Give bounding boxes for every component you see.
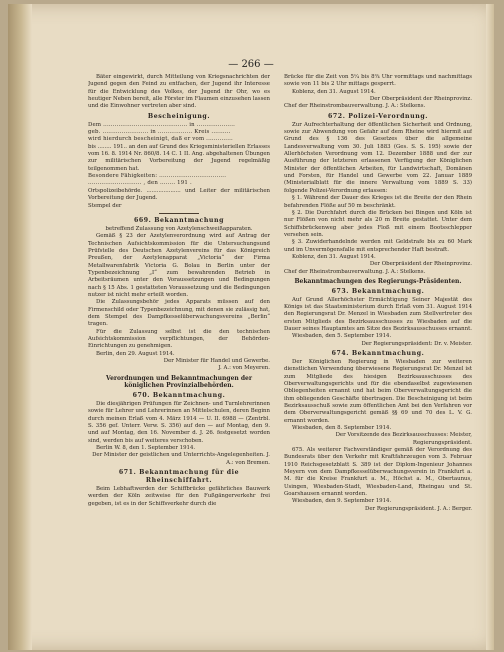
notice-heading: Bekanntmachung: [154, 216, 225, 224]
notice-signature-office: Der Minister der geistlichen und Unterrichts-Angelegenheiten. J. A.: von Bremen.: [92, 452, 270, 466]
notice-heading: Bekanntmachung.: [351, 349, 425, 357]
notice-signature-office: Der Oberpräsident der Rheinprovinz.: [369, 96, 472, 103]
notice-body: Zur Aufrechterhaltung der öffentlichen Sicherheit und Ordnung, sowie zur Abwendung von Gefahr auf dem Rheine wird hiermit auf Grund des § 136 des Gesetzes über die allgemeine Landesverwaltung vom 30. Juli 1883 (Ges. S. S. 195) sowie der Allerhöchsten Verordnung vom 12. Dezember 1888 und der zur Ausführung der letzteren erlassenen Verfügung der Königlichen Minister der öffentlichen Arbeiten, für Landwirtschaft, Domänen und Forsten, für Handel und Gewerbe vom 22. Januar 1889 (Ministerialblatt für die innere Verwaltung vom 1889 S. 33) folgende Polizei-Verordnung erlassen:: [284, 121, 472, 194]
notice-heading: Polizei-Verordnung.: [348, 112, 428, 120]
certificate-line: Stempel der: [88, 202, 122, 209]
section-heading: Verordnungen und Bekanntmachungen der königlichen Provinzialbehörden.: [105, 374, 253, 390]
page-edge: [486, 4, 494, 650]
notice-signature-chief: Chef der Rheinstrombauverwaltung. J. A.: Stelkens.: [284, 103, 426, 110]
notice-body: Der Königlichen Regierung in Wiesbaden zur weiteren dienstlichen Verwendung überwiesene Regierungsrat Dr. Menzel ist zum Mitgliede des hiesigen Bezirksausschusses des Oberverwaltungsgerichts und für die ebendaselbst zugewiesenen Obliegenheiten ernannt und hat beim Oberverwaltungsgericht die ihm obliegenden Geschäfte übertragen. Die Bescheinigung ist beim Bezirksausschuß sowie zum öffentlichen Amt bei den Verfahren vor dem Oberverwaltungsgericht gemäß §§ 69 und 70 des L. V. G. ernannt worden.: [284, 358, 472, 424]
notice-body: Auf Grund Allerhöchster Ermächtigung Seiner Majestät des Königs ist das Staatsministerium durch Erlaß vom 31. August 1914 den Regierungsrat Dr. Menzel in Wiesbaden zum Stellvertreter des ersten Mitglieds des Bezirksausschusses zu Wiesbaden auf die Dauer seines Hauptamtes am Sitze des Bezirksausschusses ernannt.: [284, 296, 472, 332]
notice-date: Wiesbaden, den 5. September 1914.: [292, 333, 392, 340]
notice-number: 669.: [133, 216, 152, 224]
notice-signature-office: Der Oberpräsident der Rheinprovinz.: [369, 261, 472, 268]
paragraph-clause: § 1. Während der Dauer des Krieges ist die Breite der den Rhein befahrenden Flöße auf 50 m beschränkt.: [284, 195, 472, 209]
notice-number: 674.: [331, 349, 350, 357]
page-binding-shadow: [8, 4, 32, 650]
certificate-line: bis ........ 191.. an den auf Grund des Kriegsministeriellen Erlasses vom 16. 8. 1914 Nr. 860/8. 14 C. 1 II. Ang. abgehaltenen Übungen zur militärischen Vorbereitung der Jugend regelmäßig teilgenommen hat.: [88, 143, 270, 172]
notice-signature-office: Der Regierungspräsident. J. A.: Berger.: [365, 505, 472, 512]
notice-date: Berlin W. 8, den 1. September 1914.: [96, 444, 196, 451]
certificate-line: Besondere Fähigkeiten: ...................................: [88, 173, 227, 180]
notice-title: [88, 392, 270, 400]
notice-heading: Bekanntmachung.: [351, 287, 425, 295]
certificate-line: Ortspolizeibehörde. .................... und Leiter der militärischen Vorbereitung der Jugend.: [88, 187, 270, 202]
notice-body: 675. Als weiterer Fachverständiger gemäß der Verordnung des Bundesrats über den Verkehr mit Kraftfahrzeugen vom 3. Februar 1910 Reichsgesetzblatt S. 389 ist der Diplom-Ingenieur Johannes Meyern von dem Dampfkesselüberwachungsverein in Frankfurt a. M. für die Kreise Frankfurt a. M., Höchst a. M., Obertaunus, Usingen, Wiesbaden-Stadt, Wiesbaden-Land, Rheingau und St. Goarshausen ernannt worden.: [284, 447, 472, 498]
page-number: — 266 —: [228, 59, 274, 70]
intro-paragraph: Bäter eingewirkt, durch Mitteilung von Kriegsnachrichten der Jugend gegen den Feind zu entfachen, der Jugend ihr Interesse für die Entwicklung des Volkes, der Jugend ihr Ohr, wo es heutiger Neben bereit, alle Förster im Flaumen einzusehen lassen und die Einwohner vertreten aber sind.: [88, 74, 270, 110]
notice-number: 671.: [118, 469, 137, 476]
notice-signature-name: J. A.: von Meyeren.: [218, 365, 270, 372]
divider: [159, 213, 199, 214]
notice-signature-office: Der Regierungspräsident: Dr. v. Meister.: [361, 340, 472, 347]
notice-body: Für die Zulassung selbst ist die den technischen Aufsichtskommission verpflichtungen, der Behörden-Einrichtungen zu genehmigen.: [88, 328, 270, 350]
certificate-title: Bescheinigung.: [147, 112, 211, 120]
notice-number: 673.: [331, 287, 350, 295]
notice-title: [284, 288, 472, 296]
notice-signature-office: Der Vorsitzende des Bezirksausschusses: Meister, Regierungspräsident.: [335, 432, 472, 446]
section-heading: Bekanntmachungen des Regierungs-Präsidenten.: [294, 277, 462, 285]
paragraph-clause: § 2. Die Durchfahrt durch die Brücken bei Bingen und Köln ist nur Flößen von nicht mehr als 20 m Breite gestattet. Unter dem Schiffsbrückenweg aber jedes Floß mit einem Bootsschlepper versehen sein.: [284, 209, 472, 238]
certificate-line: Dem ............................................ in ....................: [88, 121, 236, 128]
notice-heading: Bekanntmachung für die Rheinschiffahrt.: [139, 469, 240, 484]
notice-signature-chief: Chef der Rheinstrombauverwaltung. J. A.: Stelkens.: [284, 268, 426, 275]
right-column: [284, 74, 472, 634]
notice-signature-office: Der Minister für Handel und Gewerbe.: [163, 358, 270, 365]
notice-subtitle: betreffend Zulassung von Azetylenschweißapparaten.: [105, 225, 253, 232]
left-column: [88, 74, 270, 634]
notice-title: [88, 217, 270, 225]
notice-date: Wiesbaden, den 9. September 1914.: [292, 498, 392, 505]
notice-title: [284, 350, 472, 358]
notice-title: [284, 113, 472, 121]
notice-body: Die Zulassungsbehör jedes Apparats müssen auf den Firmenschild oder Typenbezeichnung, mit denen sie zulässig hat, dem Stempel des Dampfkesselüberwachungsvereins „Berlin“ tragen.: [88, 299, 270, 328]
notice-number: 670.: [132, 391, 151, 399]
notice-date: Koblenz, den 31. August 1914.: [292, 253, 376, 260]
notice-date: Wiesbaden, den 8. September 1914.: [292, 425, 392, 432]
certificate-line: wird hierdurch bescheinigt, daß er vom ..............: [88, 136, 233, 143]
certificate-line: geb. ........................ in .................. Kreis ..........: [88, 129, 231, 136]
continued-paragraph: Brücke für die Zeit von 5¼ bis 8¾ Uhr vormittags und nachmittags sowie von 11 bis 2 Uhr mittags gesperrt.: [284, 74, 472, 88]
notice-heading: Bekanntmachung.: [152, 391, 226, 399]
notice-body: Die diesjährigen Prüfungen für Zeichnen- und Turnlehrerinnen sowie für Lehrer und Lehrerinnen an Mittelschulen, deren Beginn durch meinen Erlaß vom 4. März 1914 — U. II. 6988 — (Zentrbl. S. 356 gef. Unterr. Verw. S. 356) auf den — auf Montag, den 9. und auf Montag, den 16. November d. J. 26. festgesetzt worden sind, werden bis auf weiteres verschoben.: [88, 400, 270, 444]
notice-body: Gemäß § 23 der Azetylenverordnung wird auf Antrag der Technischen Aufsichtskommission für die Untersuchungsund Prüfstelle des Deutschen Azetylenvereins für das Königreich Preußen, der Azetylenapparat „Victoria“ der Firma Metallwarenfabrik Victoria G. Bolau in Berlin unter der Typenbezeichnung „I“ zum bewahrenden Betrieb in Arbeitsräumen unter den Voraussetzungen und Bedingungen nach § 15 Abs. 1 gestatteten Voraussetzung und die Bedingungen nutzer ist nicht mehr erteilt worden.: [88, 233, 270, 298]
notice-body: Beim Lebhaftwerden der Schiffbrücke gefährliches Bauwerk werden der Köln zeitweise für den Fußgängerverkehr frei gegeben, ist es in der Schiffsverkehr durch die: [88, 486, 270, 507]
notice-title: [88, 469, 270, 485]
certificate-line: ............................ , den ........ 191 .: [88, 180, 192, 187]
notice-number: 672.: [328, 112, 346, 120]
notice-date: Koblenz, den 31. August 1914.: [292, 88, 376, 95]
notice-date: Berlin, den 29. August 1914.: [96, 350, 175, 357]
paragraph-clause: § 3. Zuwiderhandelnde werden mit Geldstrafe bis zu 60 Mark und im Unvermögensfalle mit entsprechender Haft bestraft.: [284, 239, 472, 253]
document-page: [8, 4, 494, 650]
